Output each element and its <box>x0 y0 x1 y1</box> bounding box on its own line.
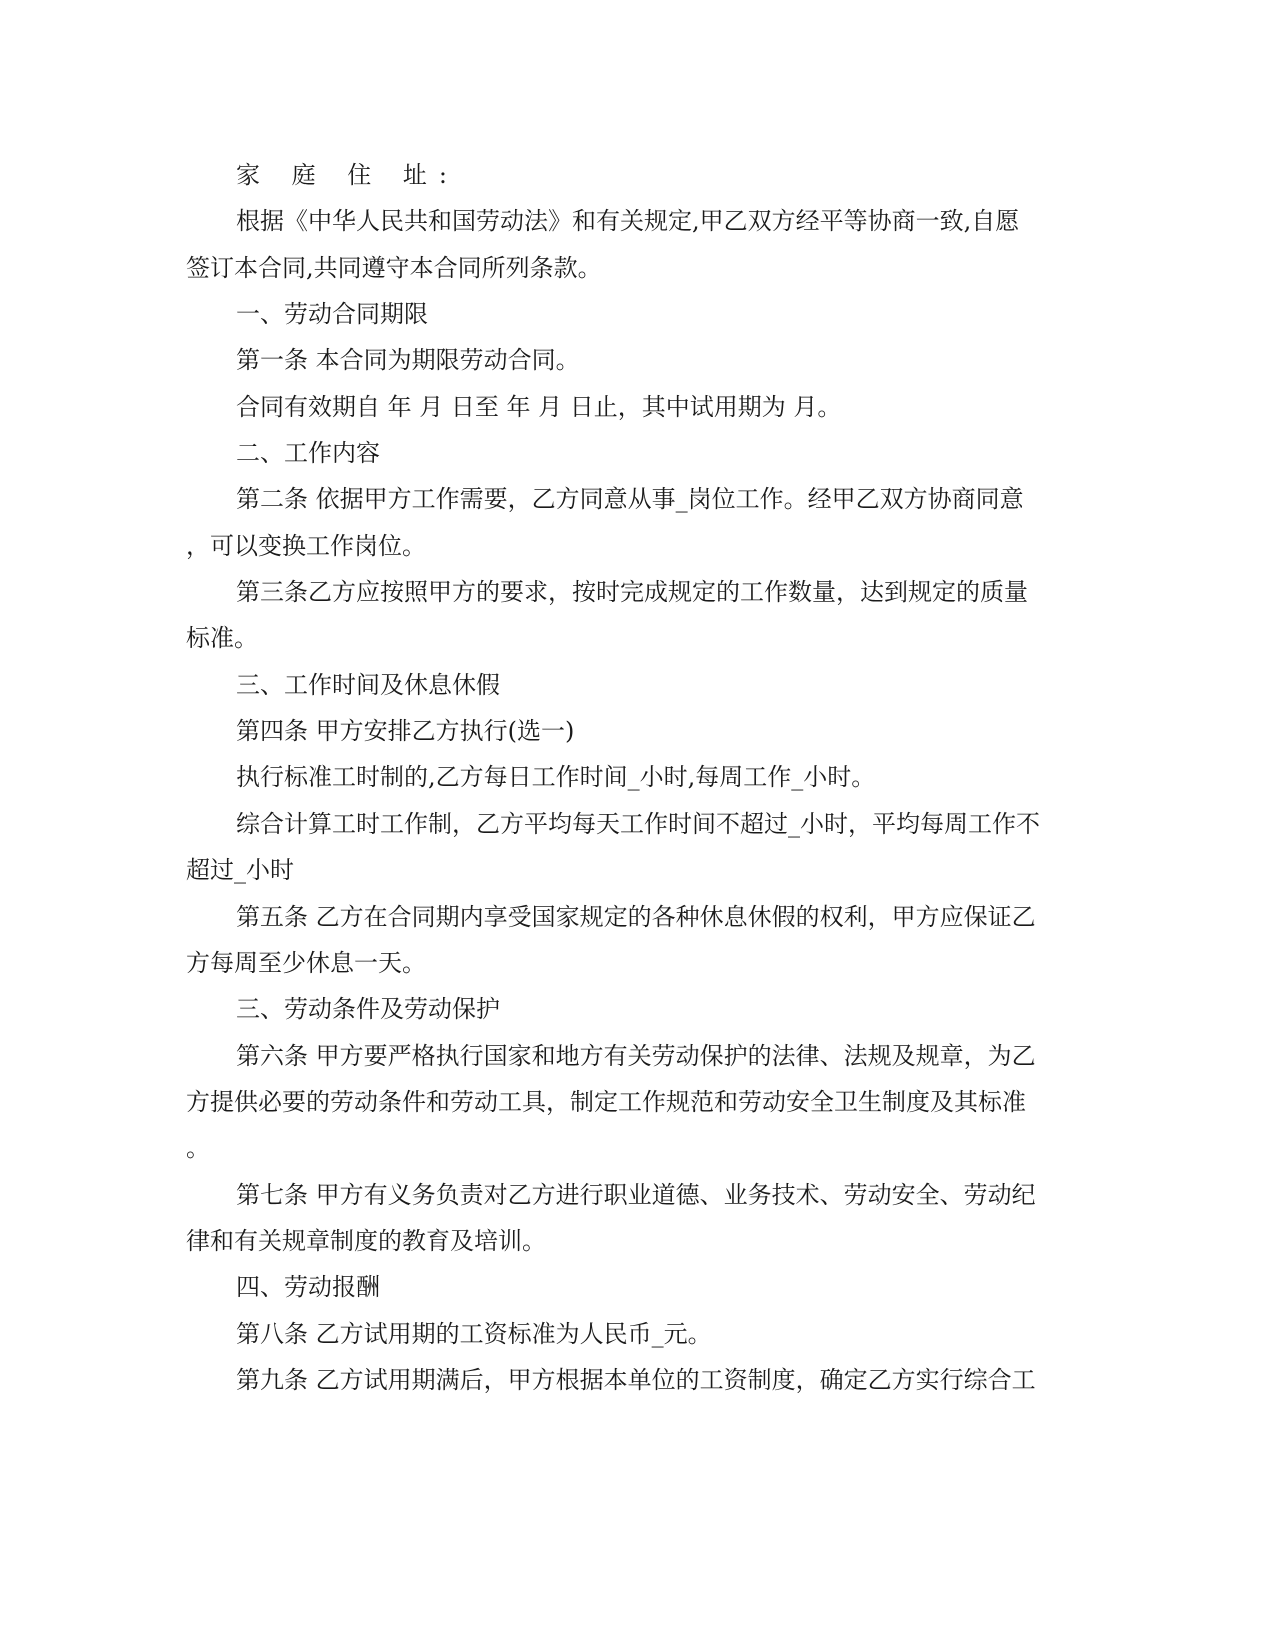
section-heading-3: 三、工作时间及休息休假 <box>236 671 500 699</box>
section-heading-1: 一、劳动合同期限 <box>236 300 428 328</box>
article-3-line-2: 标准。 <box>186 624 258 652</box>
article-8: 第八条 乙方试用期的工资标准为人民币_元。 <box>236 1320 712 1348</box>
article-2-line-2: ，可以变换工作岗位。 <box>186 532 426 560</box>
comprehensive-hours-line-1: 综合计算工时工作制，乙方平均每天工作时间不超过_小时，平均每周工作不 <box>236 810 1040 838</box>
comprehensive-hours-line-2: 超过_小时 <box>186 856 294 884</box>
article-9-line-1: 第九条 乙方试用期满后，甲方根据本单位的工资制度，确定乙方实行综合工 <box>236 1366 1036 1394</box>
preamble-line-2: 签订本合同,共同遵守本合同所列条款。 <box>186 254 602 282</box>
article-7-line-2: 律和有关规章制度的教育及培训。 <box>186 1227 546 1255</box>
article-2-line-1: 第二条 依据甲方工作需要，乙方同意从事_岗位工作。经甲乙双方协商同意 <box>236 485 1024 513</box>
section-heading-4: 三、劳动条件及劳动保护 <box>236 995 500 1023</box>
article-7-line-1: 第七条 甲方有义务负责对乙方进行职业道德、业务技术、劳动安全、劳动纪 <box>236 1181 1036 1209</box>
article-4: 第四条 甲方安排乙方执行(选一) <box>236 717 575 745</box>
article-1: 第一条 本合同为期限劳动合同。 <box>236 346 580 374</box>
article-6-line-2: 方提供必要的劳动条件和劳动工具，制定工作规范和劳动安全卫生制度及其标准 <box>186 1088 1026 1116</box>
section-heading-2: 二、工作内容 <box>236 439 380 467</box>
preamble-line-1: 根据《中华人民共和国劳动法》和有关规定,甲乙双方经平等协商一致,自愿 <box>236 207 1020 235</box>
article-5-line-2: 方每周至少休息一天。 <box>186 949 426 977</box>
article-3-line-1: 第三条乙方应按照甲方的要求，按时完成规定的工作数量，达到规定的质量 <box>236 578 1028 606</box>
article-5-line-1: 第五条 乙方在合同期内享受国家规定的各种休息休假的权利，甲方应保证乙 <box>236 903 1036 931</box>
contract-term-line: 合同有效期自 年 月 日至 年 月 日止，其中试用期为 月。 <box>236 393 842 421</box>
article-6-line-3: 。 <box>186 1134 210 1162</box>
section-heading-5: 四、劳动报酬 <box>236 1273 380 1301</box>
article-6-line-1: 第六条 甲方要严格执行国家和地方有关劳动保护的法律、法规及规章，为乙 <box>236 1042 1036 1070</box>
home-address-label: 家 庭 住 址: <box>236 161 459 189</box>
standard-hours-line: 执行标准工时制的,乙方每日工作时间_小时,每周工作_小时。 <box>236 763 876 791</box>
